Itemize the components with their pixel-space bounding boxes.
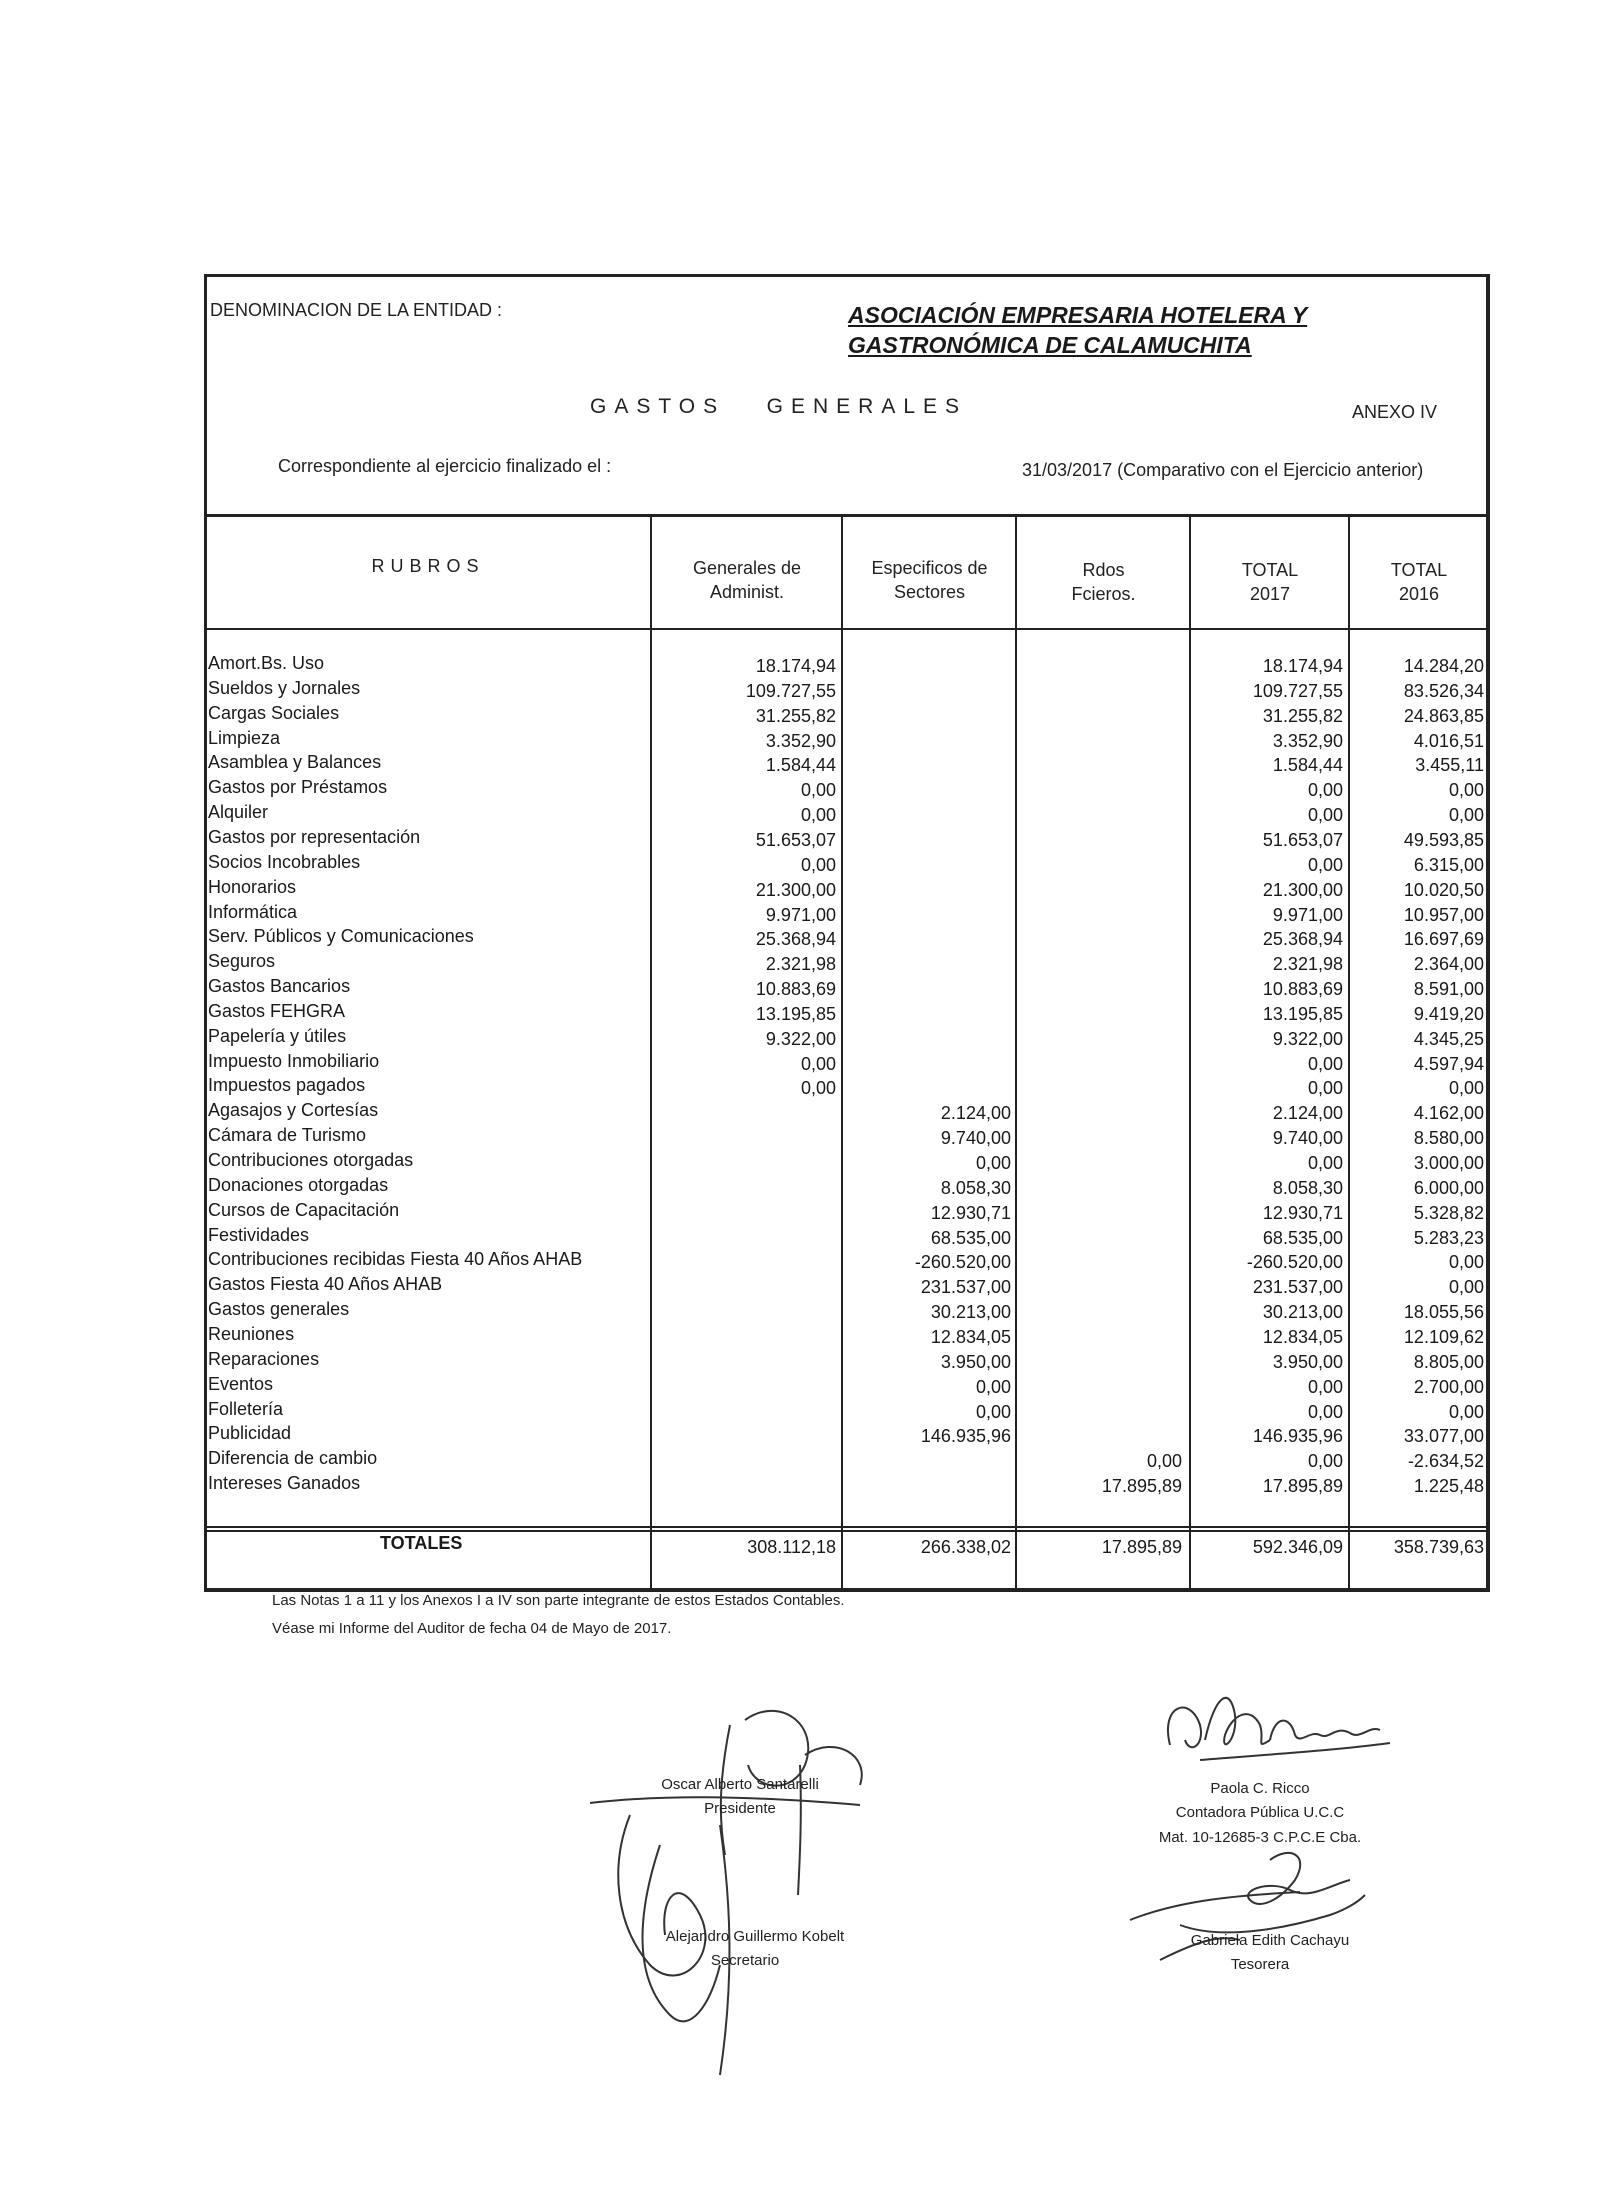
cell-admin: 0,00: [800, 805, 836, 826]
cell-total-2017: 17.895,89: [1262, 1476, 1343, 1497]
cell-total-2017: 231.537,00: [1252, 1277, 1343, 1298]
cell-total-2017: 12.834,05: [1262, 1326, 1343, 1347]
cell-sectores: -260.520,00: [914, 1252, 1011, 1273]
notes-line-2: Véase mi Informe del Auditor de fecha 04 de Mayo de 2017.: [272, 1620, 672, 1637]
cell-admin: 109.727,55: [745, 680, 836, 701]
cell-admin: 0,00: [800, 780, 836, 801]
cell-admin: 0,00: [800, 1078, 836, 1099]
cell-total-2017: 3.352,90: [1272, 730, 1343, 751]
accountant-name: Paola C. Ricco: [1210, 1780, 1310, 1797]
cell-total-2017: 9.971,00: [1272, 904, 1343, 925]
totals-sectores: 266.338,02: [920, 1537, 1011, 1557]
row-label: Gastos FEHGRA: [208, 1000, 346, 1021]
cell-total-2017: 0,00: [1307, 1401, 1343, 1422]
entity-name-line1: ASOCIACIÓN EMPRESARIA HOTELERA Y: [848, 302, 1308, 328]
cell-total-2016: 4.016,51: [1413, 730, 1484, 751]
row-label: Agasajos y Cortesías: [208, 1100, 379, 1121]
cell-total-2017: 2.124,00: [1272, 1103, 1343, 1124]
cell-sectores: 231.537,00: [920, 1277, 1011, 1298]
cell-total-2017: 0,00: [1307, 854, 1343, 875]
row-label: Alquiler: [208, 802, 269, 823]
col-header-total-2016-line1: TOTAL: [1390, 560, 1448, 580]
cell-total-2016: 0,00: [1448, 1078, 1484, 1099]
col-header-total-2017-line2: 2017: [1249, 584, 1291, 604]
cell-total-2016: 10.957,00: [1403, 904, 1484, 925]
cell-total-2016: 0,00: [1448, 1401, 1484, 1422]
totals-top-line-2: [206, 1530, 1488, 1532]
col-header-financieros-line1: Rdos: [1082, 560, 1125, 580]
row-label: Donaciones otorgadas: [208, 1174, 389, 1195]
row-label: Gastos generales: [208, 1299, 350, 1320]
cell-financieros: 17.895,89: [1101, 1476, 1182, 1497]
cell-total-2017: 30.213,00: [1262, 1302, 1343, 1323]
cell-sectores: 0,00: [975, 1153, 1011, 1173]
cell-total-2017: 109.727,55: [1252, 680, 1343, 701]
cell-total-2017: 0,00: [1307, 805, 1343, 826]
cell-total-2017: 13.195,85: [1262, 1003, 1343, 1024]
cell-total-2016: 2.700,00: [1413, 1376, 1484, 1397]
cell-total-2017: 0,00: [1307, 1451, 1343, 1472]
row-label: Festividades: [208, 1224, 310, 1245]
cell-total-2016: 0,00: [1448, 1252, 1484, 1273]
cell-admin: 3.352,90: [765, 730, 836, 751]
cell-total-2016: 8.591,00: [1413, 979, 1484, 1000]
col-header-admin: [652, 556, 842, 604]
cell-admin: 18.174,94: [755, 656, 836, 676]
row-label: Socios Incobrables: [208, 851, 361, 872]
cell-total-2017: 9.740,00: [1272, 1128, 1343, 1149]
accountant-registration: Mat. 10-12685-3 C.P.C.E Cba.: [1158, 1829, 1362, 1846]
cell-total-2017: 8.058,30: [1272, 1177, 1343, 1198]
cell-total-2017: 1.584,44: [1272, 755, 1343, 776]
cell-total-2016: 2.364,00: [1413, 954, 1484, 975]
cell-total-2017: 12.930,71: [1262, 1202, 1343, 1223]
row-label: Reparaciones: [208, 1348, 320, 1369]
president-name: Oscar Alberto Santarelli: [661, 1776, 819, 1793]
col-divider-3: [1015, 516, 1017, 1590]
cell-total-2016: 33.077,00: [1403, 1426, 1484, 1447]
cell-admin: 10.883,69: [755, 979, 836, 1000]
cell-total-2017: 2.321,98: [1272, 954, 1343, 975]
treasurer-signature: [1120, 1840, 1380, 1970]
cell-total-2016: 5.283,23: [1413, 1227, 1484, 1248]
president-signature: [570, 1695, 910, 2095]
cell-total-2016: -2.634,52: [1407, 1451, 1484, 1472]
cell-total-2017: -260.520,00: [1246, 1252, 1343, 1273]
cell-admin: 13.195,85: [755, 1003, 836, 1024]
cell-total-2016: 18.055,56: [1403, 1302, 1484, 1323]
cell-total-2017: 51.653,07: [1262, 829, 1343, 850]
row-label: Intereses Ganados: [208, 1473, 361, 1494]
cell-admin: 51.653,07: [755, 829, 836, 850]
cell-total-2017: 3.950,00: [1272, 1351, 1343, 1372]
cell-total-2017: 0,00: [1307, 1053, 1343, 1074]
col-header-financieros-line2: Fcieros.: [1071, 584, 1136, 604]
cell-admin: 25.368,94: [755, 929, 836, 950]
cell-total-2017: 0,00: [1307, 1376, 1343, 1397]
cell-total-2017: 25.368,94: [1262, 929, 1343, 950]
cell-total-2017: 21.300,00: [1262, 879, 1343, 900]
cell-sectores: 12.930,71: [930, 1202, 1011, 1223]
col-header-financieros: [1017, 558, 1190, 606]
treasurer-role: Tesorera: [1230, 1956, 1290, 1973]
totals-financieros: 17.895,89: [1101, 1537, 1182, 1557]
totals-admin: 308.112,18: [747, 1537, 836, 1557]
cell-total-2016: 0,00: [1448, 805, 1484, 826]
row-label: Folletería: [208, 1398, 284, 1419]
totals-2016: 358.739,63: [1393, 1537, 1484, 1557]
cell-sectores: 146.935,96: [920, 1426, 1011, 1447]
row-label: Reuniones: [208, 1323, 295, 1344]
cell-admin: 2.321,98: [765, 954, 836, 975]
cell-total-2016: 5.328,82: [1413, 1202, 1484, 1223]
secretary-name: Alejandro Guillermo Kobelt: [665, 1928, 845, 1945]
row-label: Publicidad: [208, 1423, 292, 1444]
cell-total-2016: 6.315,00: [1413, 854, 1484, 875]
cell-total-2016: 3.000,00: [1413, 1153, 1484, 1173]
cell-total-2016: 0,00: [1448, 780, 1484, 801]
row-label: Contribuciones otorgadas: [208, 1150, 414, 1170]
row-label: Sueldos y Jornales: [208, 677, 361, 698]
cell-total-2017: 146.935,96: [1252, 1426, 1343, 1447]
cell-total-2017: 0,00: [1307, 1078, 1343, 1099]
totals-top-line-1: [206, 1526, 1488, 1528]
row-label: Informática: [208, 901, 298, 922]
row-label: Cursos de Capacitación: [208, 1199, 400, 1220]
col-header-total-2017-line1: TOTAL: [1241, 560, 1299, 580]
cell-total-2016: 12.109,62: [1403, 1326, 1484, 1347]
cell-sectores: 8.058,30: [940, 1177, 1011, 1198]
cell-sectores: 0,00: [975, 1376, 1011, 1397]
page-title: GASTOS GENERALES: [590, 395, 968, 418]
col-header-total-2016-line2: 2016: [1398, 584, 1440, 604]
cell-sectores: 3.950,00: [940, 1351, 1011, 1372]
entity-label: DENOMINACION DE LA ENTIDAD :: [210, 300, 503, 320]
row-label: Contribuciones recibidas Fiesta 40 Años AHAB: [208, 1249, 583, 1270]
cell-total-2016: 4.345,25: [1413, 1028, 1484, 1049]
accountant-signature: [1160, 1685, 1400, 1775]
secretary-role: Secretario: [710, 1952, 780, 1969]
cell-total-2016: 14.284,20: [1403, 656, 1484, 676]
cell-total-2017: 9.322,00: [1272, 1028, 1343, 1049]
cell-sectores: 68.535,00: [930, 1227, 1011, 1248]
cell-total-2017: 18.174,94: [1262, 656, 1343, 676]
col-header-admin-line2: Administ.: [709, 582, 785, 602]
annex-label: ANEXO IV: [1352, 402, 1438, 422]
entity-name-line2: GASTRONÓMICA DE CALAMUCHITA: [848, 332, 1252, 358]
cell-total-2016: 8.580,00: [1413, 1128, 1484, 1149]
header-divider: [204, 514, 1490, 517]
row-label: Limpieza: [208, 727, 281, 748]
col-header-sectores: [843, 556, 1016, 604]
cell-financieros: 0,00: [1146, 1451, 1182, 1472]
cell-total-2016: 9.419,20: [1413, 1003, 1484, 1024]
treasurer-name: Gabriela Edith Cachayu: [1190, 1932, 1350, 1949]
cell-admin: 31.255,82: [755, 705, 836, 726]
col-header-sectores-line2: Sectores: [893, 582, 966, 602]
president-role: Presidente: [704, 1800, 776, 1817]
row-label: Amort.Bs. Uso: [208, 653, 325, 673]
row-label: Cámara de Turismo: [208, 1125, 367, 1146]
col-header-sectores-line1: Especificos de: [871, 558, 988, 578]
row-label: Serv. Públicos y Comunicaciones: [208, 926, 474, 947]
col-header-admin-line1: Generales de: [692, 558, 802, 578]
row-label: Asamblea y Balances: [208, 752, 382, 773]
cell-total-2017: 68.535,00: [1262, 1227, 1343, 1248]
row-label: Seguros: [208, 951, 276, 972]
cell-total-2016: 24.863,85: [1403, 705, 1484, 726]
row-label: Papelería y útiles: [208, 1025, 347, 1046]
row-label: Gastos por Préstamos: [208, 777, 388, 798]
cell-total-2016: 6.000,00: [1413, 1177, 1484, 1198]
cell-total-2016: 83.526,34: [1403, 680, 1484, 701]
row-label: Gastos Bancarios: [208, 976, 351, 997]
cell-total-2017: 10.883,69: [1262, 979, 1343, 1000]
row-label: Cargas Sociales: [208, 702, 340, 723]
col-header-total-2017: [1191, 558, 1349, 606]
cell-admin: 9.322,00: [765, 1028, 836, 1049]
row-label: Eventos: [208, 1373, 274, 1394]
accountant-role: Contadora Pública U.C.C: [1175, 1804, 1345, 1821]
cell-total-2016: 1.225,48: [1413, 1476, 1484, 1497]
period-value: 31/03/2017 (Comparativo con el Ejercicio anterior): [1022, 460, 1424, 480]
cell-admin: 0,00: [800, 854, 836, 875]
cell-sectores: 2.124,00: [940, 1103, 1011, 1124]
col-header-total-2016: [1350, 558, 1488, 606]
cell-admin: 9.971,00: [765, 904, 836, 925]
cell-total-2016: 0,00: [1448, 1277, 1484, 1298]
row-label: Diferencia de cambio: [208, 1448, 378, 1469]
cell-total-2017: 31.255,82: [1262, 705, 1343, 726]
row-label: Gastos por representación: [208, 826, 421, 847]
cell-admin: 21.300,00: [755, 879, 836, 900]
row-label: Honorarios: [208, 876, 297, 897]
row-label: Impuestos pagados: [208, 1075, 366, 1096]
notes-line-1: Las Notas 1 a 11 y los Anexos I a IV son parte integrante de estos Estados Contables.: [272, 1592, 845, 1609]
cell-sectores: 12.834,05: [930, 1326, 1011, 1347]
cell-total-2016: 4.597,94: [1413, 1053, 1484, 1074]
cell-admin: 1.584,44: [765, 755, 836, 776]
cell-total-2016: 4.162,00: [1413, 1103, 1484, 1124]
totals-2017: 592.346,09: [1252, 1537, 1343, 1557]
cell-total-2016: 10.020,50: [1403, 879, 1484, 900]
row-label: Impuesto Inmobiliario: [208, 1050, 380, 1071]
col-header-rubros: RUBROS: [371, 556, 485, 576]
cell-total-2017: 0,00: [1307, 1153, 1343, 1173]
cell-total-2017: 0,00: [1307, 780, 1343, 801]
cell-total-2016: 16.697,69: [1403, 929, 1484, 950]
cell-sectores: 30.213,00: [930, 1302, 1011, 1323]
period-label: Correspondiente al ejercicio finalizado el :: [278, 456, 612, 476]
cell-admin: 0,00: [800, 1053, 836, 1074]
cell-sectores: 0,00: [975, 1401, 1011, 1422]
cell-total-2016: 49.593,85: [1403, 829, 1484, 850]
cell-total-2016: 3.455,11: [1415, 755, 1484, 776]
cell-total-2016: 8.805,00: [1413, 1351, 1484, 1372]
row-label: Gastos Fiesta 40 Años AHAB: [208, 1274, 443, 1295]
cell-sectores: 9.740,00: [940, 1128, 1011, 1149]
totals-label: TOTALES: [380, 1533, 463, 1553]
header-bottom-line: [206, 628, 1488, 630]
